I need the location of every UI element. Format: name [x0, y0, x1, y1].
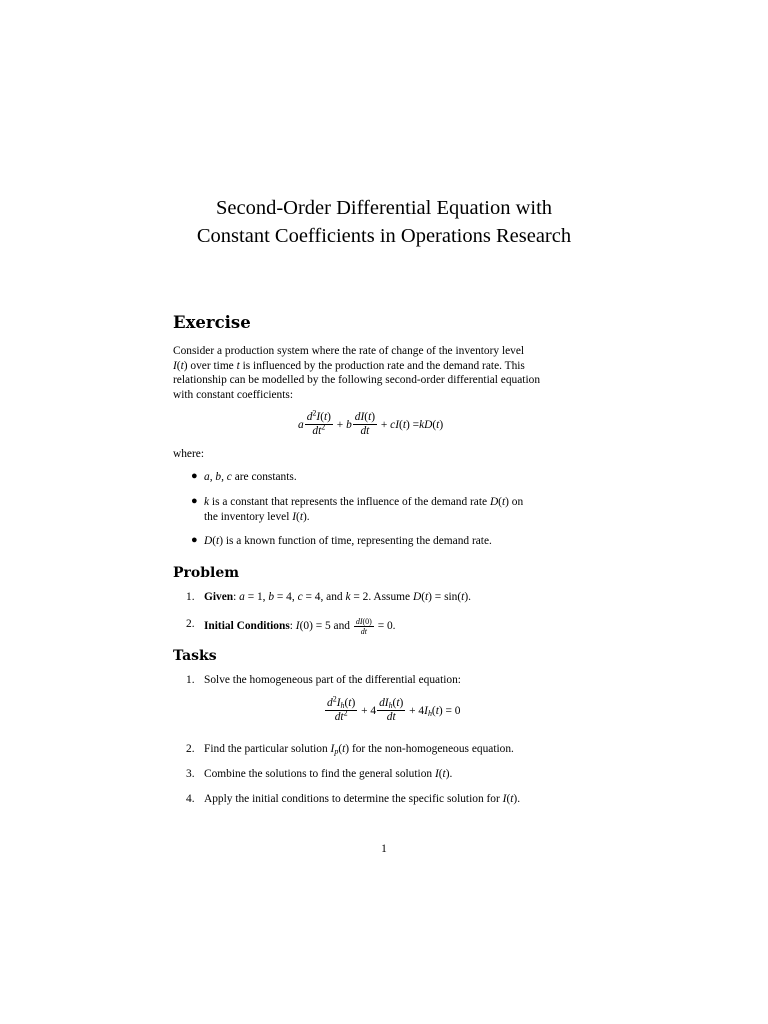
where-label: where: — [173, 448, 204, 460]
document-page: Second-Order Differential Equation with Constant Coefficients in Operations Research Exercise Consider a production system where the rate of change of the inventory level I(t) over time t is influenced by the production rate and the demand rate. This relationship can be modelled by the following second-order differential equation with constant coefficients: a $\frac{d^2I(t)}{dt^2}$ + b $\frac{dI(t)}{dt}$ + cI ( t ) = kD ( t ) where: ● a, b, c are constants. ● k is a constant that represents the influence of the demand rate D(t) on the inventory level I(t). ● D(t) is a known function of time, representing the demand rate. Problem 1. Given : a = 1, b = 4, c = 4, and k = 2. Assume D ( t ) = sin( t ). 2. Initial Conditions : I (0) = 5 and $\frac{dI(0)}{dt}$ = 0. Tasks 1. Solve the homogeneous part of the differential equation: $\frac{d^2I_h(t)}{dt^2}$ + 4 $\frac{dI_h(t)}{dt}$ + 4 $I_h$ ( t ) = 0 2. Find the particular solution $I_p$ ( t ) for the non-homogeneous equation. 3. Combine the solutions to find the general solution I ( t ). 4. Apply the initial conditions to determine the specific solution for I ( t ). 1 — [0, 0, 768, 1024]
main-equation: a $\frac{d^2I(t)}{dt^2}$ + b $\frac{dI(t)}{dt}$ + cI ( t ) = kD ( t ) — [298, 408, 444, 437]
fraction: $\frac{d^2I_h(t)}{dt^2}$ — [327, 694, 356, 723]
homogeneous-equation: $\frac{d^2I_h(t)}{dt^2}$ + 4 $\frac{dI_h(t)}{dt}$ + 4 $I_h$ ( t ) = 0 — [327, 694, 461, 723]
bullet-icon: ● — [191, 470, 198, 482]
fraction: $\frac{dI(t)}{dt}$ — [354, 411, 376, 437]
intro-line: with constant coefficients: — [173, 388, 293, 401]
problem-heading: Problem — [173, 565, 240, 581]
page-number: 1 — [381, 843, 387, 855]
fraction: $\frac{d^2I(t)}{dt^2}$ — [306, 408, 331, 437]
bullet-icon: ● — [191, 534, 198, 546]
fraction: $\frac{dI_h(t)}{dt}$ — [379, 697, 404, 723]
intro-line: relationship can be modelled by the following second-order differential equation — [173, 374, 541, 386]
document-title — [0, 194, 768, 250]
intro-line: I(t) over time t is influenced by the production rate and the demand rate. This — [173, 359, 525, 372]
exercise-heading: Exercise — [173, 313, 251, 332]
bullet-icon: ● — [191, 495, 198, 507]
title-line-2: Constant Coefficients in Operations Research — [196, 225, 572, 247]
exercise-intro — [173, 344, 618, 402]
intro-line: Consider a production system where the rate of change of the inventory level — [173, 345, 525, 357]
tasks-heading: Tasks — [173, 648, 217, 664]
fraction: $\frac{dI(0)}{dt}$ — [355, 617, 372, 636]
title-line-1: Second-Order Differential Equation with — [215, 197, 553, 219]
